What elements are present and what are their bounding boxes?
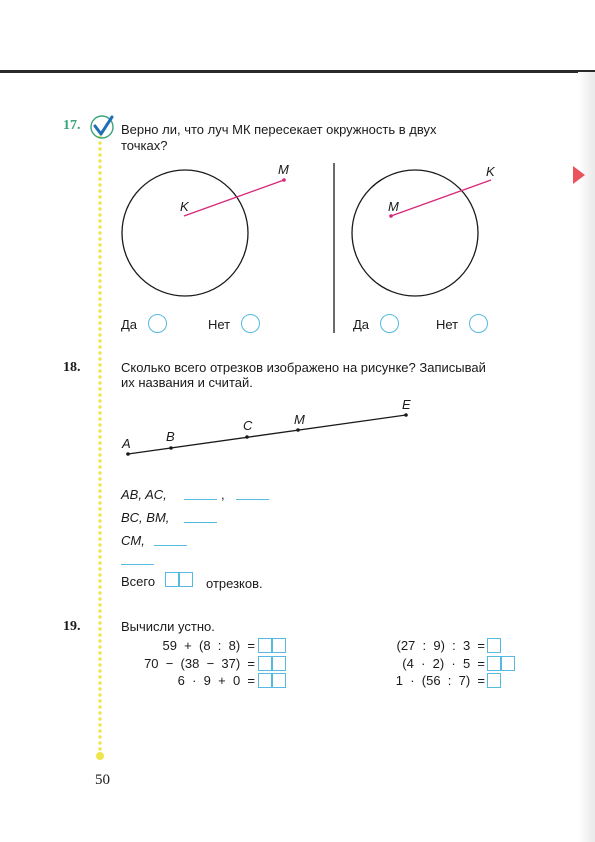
calc-left-3-box-2[interactable] [272, 673, 286, 688]
task-17-number: 17. [63, 118, 81, 133]
segments-row2: BC, BM, [121, 510, 170, 525]
segment-blank-2[interactable] [236, 499, 269, 500]
calc-right-2-box-1[interactable] [487, 656, 501, 671]
right-yes-label: Да [353, 317, 370, 332]
calc-right-2-box-2[interactable] [501, 656, 515, 671]
segments-row1: AB, AC, [121, 487, 167, 502]
segment-blank-5[interactable] [121, 564, 154, 565]
calc-left-2: 70 − (38 − 37) = [144, 656, 255, 671]
right-no-label: Нет [436, 317, 459, 332]
total-prefix: Всего [121, 574, 156, 589]
left-no-label: Нет [208, 317, 231, 332]
calc-right-1-box-1[interactable] [487, 638, 501, 653]
total-suffix: отрезков. [206, 576, 263, 591]
calc-left-1-box-1[interactable] [258, 638, 272, 653]
calc-right-3: 1 · (56 : 7) = [395, 673, 485, 688]
label-point-b: B [166, 429, 175, 444]
task-18-question-line1: Сколько всего отрезков изображено на рисунке? Записывай [121, 360, 486, 375]
segment-blank-4[interactable] [154, 545, 187, 546]
page-number: 50 [95, 772, 110, 788]
label-point-e: E [402, 397, 411, 412]
total-answer-box-1[interactable] [165, 572, 179, 587]
calc-right-1: (27 : 9) : 3 = [396, 638, 485, 653]
calc-left-2-box-1[interactable] [258, 656, 272, 671]
calc-left-1: 59 + (8 : 8) = [162, 638, 255, 653]
point-m [296, 428, 300, 432]
point-c [245, 435, 249, 439]
right-label-m: M [388, 199, 399, 214]
task-17-question-line2: точках? [121, 138, 168, 153]
point-a [126, 452, 130, 456]
task-19-title: Вычисли устно. [121, 619, 215, 634]
right-label-k: K [486, 164, 495, 179]
total-answer-box-2[interactable] [179, 572, 193, 587]
label-point-c: C [243, 418, 253, 433]
point-b [169, 446, 173, 450]
label-point-a: A [122, 436, 131, 451]
task-17-question-line1: Верно ли, что луч МК пересекает окружность в двух [121, 122, 437, 137]
calc-left-1-box-2[interactable] [272, 638, 286, 653]
left-yes-label: Да [121, 317, 138, 332]
left-label-m: M [278, 162, 289, 177]
segment-blank-3[interactable] [184, 522, 217, 523]
task-19-number: 19. [63, 619, 81, 634]
calc-right-2: (4 · 2) · 5 = [402, 656, 485, 671]
label-point-m: M [294, 412, 305, 427]
segments-row1-separator: , [221, 487, 225, 502]
calc-left-3: 6 · 9 + 0 = [177, 673, 255, 688]
segments-row3: CM, [121, 533, 145, 548]
task-18-number: 18. [63, 360, 81, 375]
calc-left-2-box-2[interactable] [272, 656, 286, 671]
calc-left-3-box-1[interactable] [258, 673, 272, 688]
left-label-k: K [180, 199, 189, 214]
segment-blank-1[interactable] [184, 499, 217, 500]
calc-right-3-box-1[interactable] [487, 673, 501, 688]
task-18-question-line2: их названия и считай. [121, 375, 253, 390]
point-e [404, 413, 408, 417]
